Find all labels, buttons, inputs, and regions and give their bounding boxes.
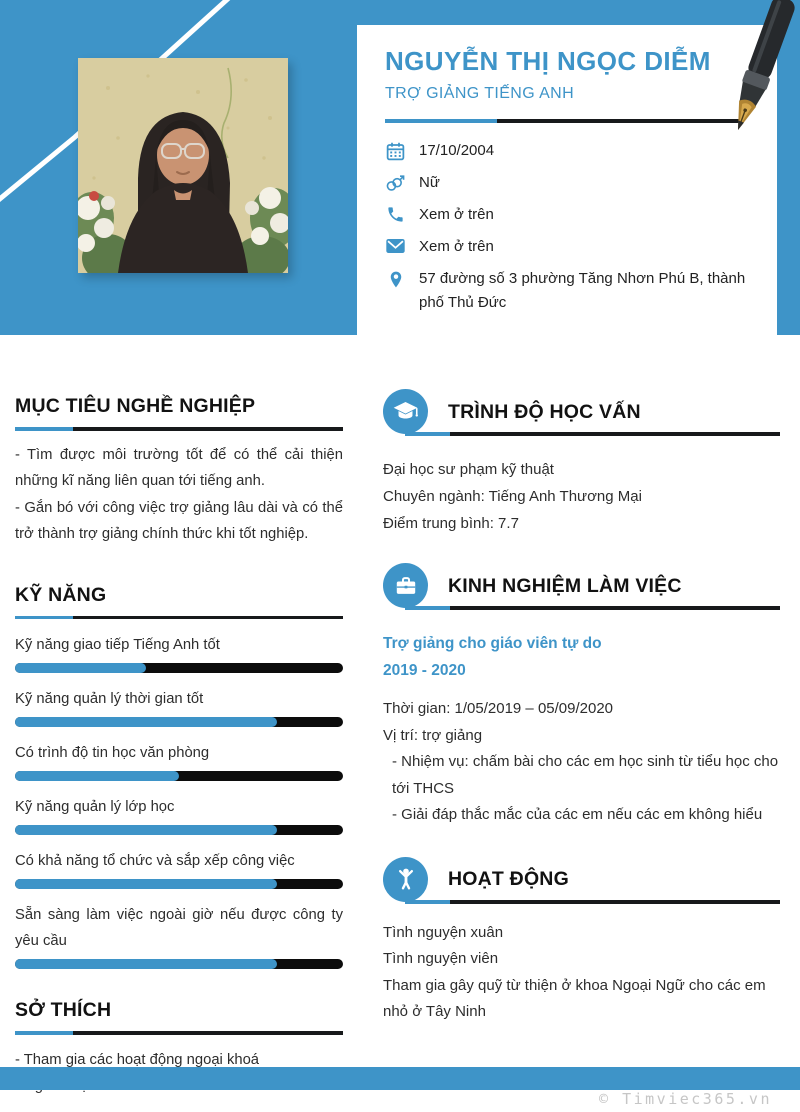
activities-heading: HOẠT ĐỘNG <box>448 868 569 890</box>
contact-row-birthday <box>385 139 757 163</box>
experience-header <box>383 563 780 609</box>
footer-bar <box>0 1067 800 1090</box>
hobbies-heading: SỞ THÍCH <box>15 999 112 1021</box>
birthday-value: 17/10/2004 <box>419 142 495 159</box>
activity-line: Tham gia gây quỹ từ thiện ở khoa Ngoại Ngữ cho các em nhỏ ở Tây Ninh <box>383 976 766 1020</box>
address-value: 57 đường số 3 phường Tăng Nhơn Phú B, thành phố Thủ Đức <box>419 270 746 311</box>
candidate-name: NGUYỄN THỊ NGỌC DIỄM <box>385 46 711 76</box>
skills-section <box>15 584 343 970</box>
skill-item <box>15 632 343 673</box>
calendar-icon <box>385 139 406 162</box>
skill-label: Có khả năng tổ chức và sắp xếp công việc <box>15 853 295 869</box>
experience-years: 2019 - 2020 <box>383 662 466 679</box>
education-line: Đại học sư phạm kỹ thuật <box>383 461 554 478</box>
experience-duty: - Nhiệm vụ: chấm bài cho các em học sinh từ tiểu học cho tới THCS <box>392 753 779 797</box>
skill-label: Kỹ năng quản lý lớp học <box>15 799 175 815</box>
profile-photo <box>78 58 288 273</box>
skill-item <box>15 902 343 969</box>
experience-duty: - Giải đáp thắc mắc của các em nếu các em không hiểu <box>392 806 763 823</box>
education-heading: TRÌNH ĐỘ HỌC VẤN <box>448 400 641 423</box>
contact-list <box>385 139 757 315</box>
phone-icon <box>385 203 406 224</box>
header-banner <box>0 0 800 335</box>
skills-underline <box>15 616 343 620</box>
education-line: Điểm trung bình: 7.7 <box>383 515 519 532</box>
location-icon <box>385 267 406 290</box>
skill-item <box>15 848 343 889</box>
skill-label: Kỹ năng quản lý thời gian tốt <box>15 691 204 707</box>
right-column <box>383 389 780 1026</box>
mail-icon <box>385 235 406 255</box>
skill-item <box>15 686 343 727</box>
experience-position: Vị trí: trợ giảng <box>383 726 483 744</box>
person-raised-arms-icon <box>383 857 428 902</box>
experience-heading: KINH NGHIỆM LÀM VIỆC <box>448 574 682 597</box>
experience-time: Thời gian: 1/05/2019 – 05/09/2020 <box>383 700 614 717</box>
skill-bar <box>15 663 343 673</box>
phone-value: Xem ở trên <box>419 206 494 223</box>
left-column <box>15 395 343 1099</box>
gender-value: Nữ <box>419 174 440 191</box>
skill-bar <box>15 717 343 727</box>
briefcase-icon <box>383 563 428 608</box>
hobbies-underline <box>15 1031 343 1035</box>
skill-bar <box>15 825 343 835</box>
skill-item <box>15 740 343 781</box>
objective-line: - Gắn bó với công việc trợ giảng lâu dài và có thể trở thành trợ giảng chính thức khi tốt nghiệp. <box>15 499 343 542</box>
objective-heading: MỤC TIÊU NGHỀ NGHIỆP <box>15 395 256 417</box>
experience-section <box>383 563 780 829</box>
contact-row-email <box>385 235 757 259</box>
skills-heading: KỸ NĂNG <box>15 583 107 606</box>
name-underline <box>385 119 740 123</box>
objective-underline <box>15 427 343 431</box>
education-header <box>383 389 780 435</box>
hobby-line: - Tham gia các hoạt động ngoại khoá <box>15 1051 260 1068</box>
education-section <box>383 389 780 537</box>
graduation-cap-icon <box>383 389 428 434</box>
activity-line: Tình nguyện viên <box>383 950 499 967</box>
experience-job-title: Trợ giảng cho giáo viên tự do <box>383 635 602 652</box>
skill-label: Có trình độ tin học văn phòng <box>15 745 210 761</box>
contact-row-gender <box>385 171 757 195</box>
gender-icon <box>385 171 406 194</box>
activity-line: Tình nguyện xuân <box>383 923 504 941</box>
contact-row-address <box>385 267 757 315</box>
contact-row-phone <box>385 203 757 227</box>
skill-label: Sẵn sàng làm việc ngoài giờ nếu được công ty yêu cầu <box>15 907 343 949</box>
skill-bar <box>15 771 343 781</box>
skill-bar <box>15 959 343 969</box>
objective-section <box>15 395 343 548</box>
education-line: Chuyên ngành: Tiếng Anh Thương Mại <box>383 488 642 505</box>
activities-header <box>383 857 780 903</box>
activities-section <box>383 857 780 1026</box>
watermark: © Timviec365.vn <box>599 1090 772 1108</box>
header-card <box>357 25 777 335</box>
skill-bar <box>15 879 343 889</box>
candidate-job-title: TRỢ GIẢNG TIẾNG ANH <box>385 85 575 102</box>
skill-label: Kỹ năng giao tiếp Tiếng Anh tốt <box>15 637 220 653</box>
skill-item <box>15 794 343 835</box>
objective-line: - Tìm được môi trường tốt để có thể cải thiện những kĩ năng liên quan tới tiếng anh. <box>15 446 343 489</box>
email-value: Xem ở trên <box>419 238 494 255</box>
